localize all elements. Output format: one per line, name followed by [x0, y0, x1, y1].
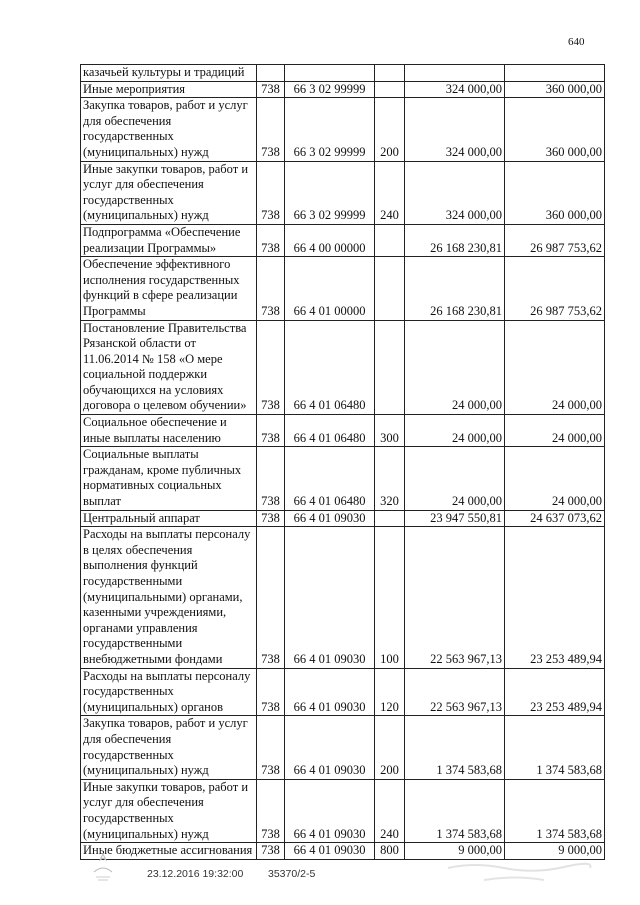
cell-vr	[375, 81, 405, 98]
cell-name: Обеспечение эффективного исполнения государственных функций в сфере реализации Программы	[81, 257, 257, 320]
cell-name: Социальные выплаты гражданам, кроме публичных нормативных социальных выплат	[81, 447, 257, 510]
cell-name: Социальное обеспечение и иные выплаты населению	[81, 415, 257, 447]
table-row	[81, 527, 605, 668]
cell-code: 66 4 01 09030	[285, 510, 375, 527]
cell-ved: 738	[257, 81, 285, 98]
cell-code	[285, 65, 375, 82]
cell-name: Иные мероприятия	[81, 81, 257, 98]
footer-datetime: 23.12.2016 19:32:00	[147, 868, 244, 880]
cell-vr: 320	[375, 447, 405, 510]
cell-vr: 120	[375, 668, 405, 716]
cell-ved: 738	[257, 510, 285, 527]
cell-name: Расходы на выплаты персоналу государственных (муниципальных) органов	[81, 668, 257, 716]
cell-vr	[375, 224, 405, 256]
cell-code: 66 3 02 99999	[285, 81, 375, 98]
cell-vr: 200	[375, 716, 405, 779]
cell-vr: 800	[375, 843, 405, 860]
page-number: 640	[568, 36, 585, 48]
cell-sum-2016: 24 000,00	[405, 447, 505, 510]
cell-code: 66 4 01 00000	[285, 257, 375, 320]
cell-ved: 738	[257, 527, 285, 668]
table-row	[81, 510, 605, 527]
table-row	[81, 779, 605, 842]
cell-ved: 738	[257, 320, 285, 415]
budget-table	[80, 64, 605, 860]
cell-name: Иные закупки товаров, работ и услуг для обеспечения государственных (муниципальных) нужд	[81, 779, 257, 842]
table-row	[81, 65, 605, 82]
cell-sum-2017: 360 000,00	[505, 81, 605, 98]
cell-sum-2016: 24 000,00	[405, 415, 505, 447]
cell-vr	[375, 65, 405, 82]
cell-ved	[257, 65, 285, 82]
cell-vr	[375, 510, 405, 527]
table-row	[81, 843, 605, 860]
table-row	[81, 415, 605, 447]
cell-ved: 738	[257, 843, 285, 860]
cell-name: Закупка товаров, работ и услуг для обеспечения государственных (муниципальных) нужд	[81, 716, 257, 779]
cell-name: Иные закупки товаров, работ и услуг для обеспечения государственных (муниципальных) нужд	[81, 161, 257, 224]
cell-name: Центральный аппарат	[81, 510, 257, 527]
cell-name: Иные бюджетные ассигнования	[81, 843, 257, 860]
cell-sum-2017: 360 000,00	[505, 161, 605, 224]
cell-sum-2017: 24 000,00	[505, 415, 605, 447]
cell-sum-2016	[405, 65, 505, 82]
cell-name: Закупка товаров, работ и услуг для обеспечения государственных (муниципальных) нужд	[81, 98, 257, 161]
table-body	[81, 65, 605, 860]
cell-sum-2016: 26 168 230,81	[405, 224, 505, 256]
cell-code: 66 4 00 00000	[285, 224, 375, 256]
cell-ved: 738	[257, 257, 285, 320]
cell-code: 66 4 01 06480	[285, 320, 375, 415]
cell-sum-2016: 26 168 230,81	[405, 257, 505, 320]
cell-vr	[375, 257, 405, 320]
cell-name: Расходы на выплаты персоналу в целях обеспечения выполнения функций государственными (муниципальными) органами, казенными учреждениями, органами управления государственными внебюджетными фондами	[81, 527, 257, 668]
seal-logo-icon	[86, 850, 120, 884]
cell-sum-2016: 324 000,00	[405, 161, 505, 224]
cell-code: 66 4 01 09030	[285, 716, 375, 779]
cell-vr: 240	[375, 161, 405, 224]
cell-sum-2017: 24 000,00	[505, 447, 605, 510]
cell-vr: 200	[375, 98, 405, 161]
cell-ved: 738	[257, 668, 285, 716]
table-row	[81, 81, 605, 98]
cell-sum-2016: 324 000,00	[405, 98, 505, 161]
cell-vr	[375, 320, 405, 415]
cell-ved: 738	[257, 161, 285, 224]
cell-sum-2016: 1 374 583,68	[405, 716, 505, 779]
cell-sum-2017: 23 253 489,94	[505, 527, 605, 668]
cell-sum-2016: 24 000,00	[405, 320, 505, 415]
cell-sum-2017: 9 000,00	[505, 843, 605, 860]
cell-code: 66 4 01 09030	[285, 668, 375, 716]
cell-sum-2016: 1 374 583,68	[405, 779, 505, 842]
cell-name: Постановление Правительства Рязанской области от 11.06.2014 № 158 «О мере социальной поддержки обучающихся на условиях договора о целевом обучении»	[81, 320, 257, 415]
table-row	[81, 161, 605, 224]
cell-code: 66 4 01 06480	[285, 415, 375, 447]
cell-sum-2017: 26 987 753,62	[505, 224, 605, 256]
cell-sum-2017: 1 374 583,68	[505, 716, 605, 779]
cell-sum-2016: 23 947 550,81	[405, 510, 505, 527]
cell-code: 66 4 01 09030	[285, 779, 375, 842]
cell-name: Подпрограмма «Обеспечение реализации Программы»	[81, 224, 257, 256]
cell-sum-2016: 22 563 967,13	[405, 527, 505, 668]
cell-sum-2016: 9 000,00	[405, 843, 505, 860]
faint-watermark-icon	[444, 858, 594, 886]
cell-code: 66 4 01 06480	[285, 447, 375, 510]
table-row	[81, 320, 605, 415]
cell-sum-2017: 26 987 753,62	[505, 257, 605, 320]
cell-vr: 300	[375, 415, 405, 447]
cell-vr: 240	[375, 779, 405, 842]
cell-sum-2017: 360 000,00	[505, 98, 605, 161]
table-row	[81, 224, 605, 256]
cell-ved: 738	[257, 415, 285, 447]
table-row	[81, 447, 605, 510]
table-row	[81, 668, 605, 716]
cell-sum-2017: 1 374 583,68	[505, 779, 605, 842]
cell-sum-2017	[505, 65, 605, 82]
cell-code: 66 3 02 99999	[285, 98, 375, 161]
cell-sum-2016: 324 000,00	[405, 81, 505, 98]
cell-ved: 738	[257, 716, 285, 779]
cell-ved: 738	[257, 779, 285, 842]
cell-sum-2017: 24 000,00	[505, 320, 605, 415]
cell-code: 66 3 02 99999	[285, 161, 375, 224]
cell-sum-2017: 24 637 073,62	[505, 510, 605, 527]
cell-code: 66 4 01 09030	[285, 843, 375, 860]
table-row	[81, 257, 605, 320]
cell-code: 66 4 01 09030	[285, 527, 375, 668]
footer-doc-number: 35370/2-5	[268, 868, 316, 880]
cell-ved: 738	[257, 447, 285, 510]
table-row	[81, 716, 605, 779]
cell-vr: 100	[375, 527, 405, 668]
cell-name: казачьей культуры и традиций	[81, 65, 257, 82]
cell-sum-2016: 22 563 967,13	[405, 668, 505, 716]
cell-ved: 738	[257, 98, 285, 161]
cell-sum-2017: 23 253 489,94	[505, 668, 605, 716]
cell-ved: 738	[257, 224, 285, 256]
table-row	[81, 98, 605, 161]
